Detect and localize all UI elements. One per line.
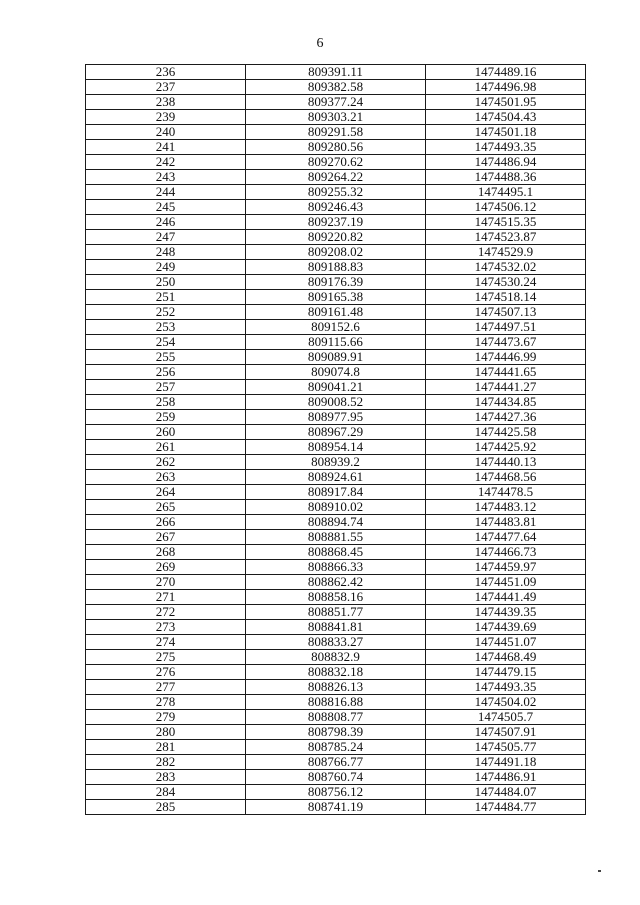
table-row [86, 620, 586, 635]
x-coordinate-cell: 808894.74 [246, 515, 426, 530]
x-coordinate-cell: 808939.2 [246, 455, 426, 470]
table-row [86, 320, 586, 335]
x-coordinate-cell: 809246.43 [246, 200, 426, 215]
point-number-cell: 266 [86, 515, 246, 530]
y-coordinate-cell: 1474501.18 [426, 125, 586, 140]
x-coordinate-cell: 808826.13 [246, 680, 426, 695]
table-row [86, 290, 586, 305]
point-number-cell: 275 [86, 650, 246, 665]
coordinates-table-body [86, 65, 586, 815]
y-coordinate-cell: 1474477.64 [426, 530, 586, 545]
y-coordinate-cell: 1474483.12 [426, 500, 586, 515]
table-row [86, 665, 586, 680]
point-number-cell: 255 [86, 350, 246, 365]
x-coordinate-cell: 809264.22 [246, 170, 426, 185]
point-number-cell: 270 [86, 575, 246, 590]
x-coordinate-cell: 808862.42 [246, 575, 426, 590]
y-coordinate-cell: 1474478.5 [426, 485, 586, 500]
x-coordinate-cell: 809377.24 [246, 95, 426, 110]
x-coordinate-cell: 808977.95 [246, 410, 426, 425]
table-row [86, 80, 586, 95]
table-row [86, 245, 586, 260]
y-coordinate-cell: 1474468.56 [426, 470, 586, 485]
table-row [86, 365, 586, 380]
table-row [86, 800, 586, 815]
y-coordinate-cell: 1474518.14 [426, 290, 586, 305]
x-coordinate-cell: 809391.11 [246, 65, 426, 80]
table-row [86, 650, 586, 665]
point-number-cell: 257 [86, 380, 246, 395]
page-number: 6 [316, 36, 324, 51]
y-coordinate-cell: 1474504.43 [426, 110, 586, 125]
point-number-cell: 246 [86, 215, 246, 230]
y-coordinate-cell: 1474451.09 [426, 575, 586, 590]
y-coordinate-cell: 1474440.13 [426, 455, 586, 470]
point-number-cell: 268 [86, 545, 246, 560]
point-number-cell: 244 [86, 185, 246, 200]
x-coordinate-cell: 808833.27 [246, 635, 426, 650]
y-coordinate-cell: 1474529.9 [426, 245, 586, 260]
point-number-cell: 277 [86, 680, 246, 695]
y-coordinate-cell: 1474479.15 [426, 665, 586, 680]
scan-artifact [598, 870, 601, 872]
x-coordinate-cell: 808766.77 [246, 755, 426, 770]
table-row [86, 695, 586, 710]
x-coordinate-cell: 809115.66 [246, 335, 426, 350]
y-coordinate-cell: 1474466.73 [426, 545, 586, 560]
table-row [86, 260, 586, 275]
x-coordinate-cell: 808924.61 [246, 470, 426, 485]
x-coordinate-cell: 809188.83 [246, 260, 426, 275]
y-coordinate-cell: 1474493.35 [426, 140, 586, 155]
x-coordinate-cell: 808816.88 [246, 695, 426, 710]
x-coordinate-cell: 809176.39 [246, 275, 426, 290]
x-coordinate-cell: 808756.12 [246, 785, 426, 800]
point-number-cell: 272 [86, 605, 246, 620]
point-number-cell: 284 [86, 785, 246, 800]
x-coordinate-cell: 808832.18 [246, 665, 426, 680]
y-coordinate-cell: 1474523.87 [426, 230, 586, 245]
table-row [86, 725, 586, 740]
point-number-cell: 247 [86, 230, 246, 245]
table-row [86, 530, 586, 545]
table-row [86, 95, 586, 110]
point-number-cell: 242 [86, 155, 246, 170]
table-row [86, 110, 586, 125]
table-row [86, 425, 586, 440]
x-coordinate-cell: 808798.39 [246, 725, 426, 740]
point-number-cell: 248 [86, 245, 246, 260]
point-number-cell: 269 [86, 560, 246, 575]
table-row [86, 410, 586, 425]
x-coordinate-cell: 808917.84 [246, 485, 426, 500]
x-coordinate-cell: 808866.33 [246, 560, 426, 575]
table-row [86, 140, 586, 155]
table-row [86, 440, 586, 455]
point-number-cell: 251 [86, 290, 246, 305]
x-coordinate-cell: 809270.62 [246, 155, 426, 170]
y-coordinate-cell: 1474468.49 [426, 650, 586, 665]
point-number-cell: 254 [86, 335, 246, 350]
table-row [86, 215, 586, 230]
x-coordinate-cell: 808910.02 [246, 500, 426, 515]
point-number-cell: 281 [86, 740, 246, 755]
y-coordinate-cell: 1474451.07 [426, 635, 586, 650]
x-coordinate-cell: 808858.16 [246, 590, 426, 605]
y-coordinate-cell: 1474489.16 [426, 65, 586, 80]
y-coordinate-cell: 1474483.81 [426, 515, 586, 530]
point-number-cell: 259 [86, 410, 246, 425]
x-coordinate-cell: 808832.9 [246, 650, 426, 665]
y-coordinate-cell: 1474427.36 [426, 410, 586, 425]
y-coordinate-cell: 1474441.49 [426, 590, 586, 605]
x-coordinate-cell: 809220.82 [246, 230, 426, 245]
table-row [86, 395, 586, 410]
y-coordinate-cell: 1474484.77 [426, 800, 586, 815]
table-row [86, 485, 586, 500]
table-row [86, 455, 586, 470]
x-coordinate-cell: 809303.21 [246, 110, 426, 125]
table-row [86, 470, 586, 485]
x-coordinate-cell: 808760.74 [246, 770, 426, 785]
table-row [86, 305, 586, 320]
y-coordinate-cell: 1474506.12 [426, 200, 586, 215]
y-coordinate-cell: 1474495.1 [426, 185, 586, 200]
x-coordinate-cell: 808868.45 [246, 545, 426, 560]
point-number-cell: 249 [86, 260, 246, 275]
y-coordinate-cell: 1474505.7 [426, 710, 586, 725]
table-row [86, 575, 586, 590]
y-coordinate-cell: 1474446.99 [426, 350, 586, 365]
point-number-cell: 285 [86, 800, 246, 815]
point-number-cell: 264 [86, 485, 246, 500]
point-number-cell: 271 [86, 590, 246, 605]
y-coordinate-cell: 1474425.92 [426, 440, 586, 455]
point-number-cell: 262 [86, 455, 246, 470]
table-row [86, 155, 586, 170]
x-coordinate-cell: 809074.8 [246, 365, 426, 380]
x-coordinate-cell: 809208.02 [246, 245, 426, 260]
point-number-cell: 239 [86, 110, 246, 125]
table-row [86, 170, 586, 185]
table-row [86, 635, 586, 650]
point-number-cell: 238 [86, 95, 246, 110]
point-number-cell: 278 [86, 695, 246, 710]
coordinates-table [85, 64, 586, 815]
point-number-cell: 237 [86, 80, 246, 95]
y-coordinate-cell: 1474441.65 [426, 365, 586, 380]
point-number-cell: 274 [86, 635, 246, 650]
y-coordinate-cell: 1474486.91 [426, 770, 586, 785]
x-coordinate-cell: 809165.38 [246, 290, 426, 305]
x-coordinate-cell: 809237.19 [246, 215, 426, 230]
point-number-cell: 279 [86, 710, 246, 725]
table-row [86, 350, 586, 365]
point-number-cell: 263 [86, 470, 246, 485]
y-coordinate-cell: 1474491.18 [426, 755, 586, 770]
y-coordinate-cell: 1474505.77 [426, 740, 586, 755]
point-number-cell: 282 [86, 755, 246, 770]
x-coordinate-cell: 808808.77 [246, 710, 426, 725]
point-number-cell: 252 [86, 305, 246, 320]
y-coordinate-cell: 1474486.94 [426, 155, 586, 170]
y-coordinate-cell: 1474473.67 [426, 335, 586, 350]
table-row [86, 710, 586, 725]
y-coordinate-cell: 1474439.35 [426, 605, 586, 620]
table-row [86, 200, 586, 215]
y-coordinate-cell: 1474507.13 [426, 305, 586, 320]
y-coordinate-cell: 1474501.95 [426, 95, 586, 110]
y-coordinate-cell: 1474504.02 [426, 695, 586, 710]
x-coordinate-cell: 809041.21 [246, 380, 426, 395]
table-row [86, 500, 586, 515]
x-coordinate-cell: 808741.19 [246, 800, 426, 815]
point-number-cell: 253 [86, 320, 246, 335]
x-coordinate-cell: 809280.56 [246, 140, 426, 155]
table-row [86, 515, 586, 530]
y-coordinate-cell: 1474532.02 [426, 260, 586, 275]
point-number-cell: 250 [86, 275, 246, 290]
y-coordinate-cell: 1474459.97 [426, 560, 586, 575]
x-coordinate-cell: 808967.29 [246, 425, 426, 440]
x-coordinate-cell: 808851.77 [246, 605, 426, 620]
point-number-cell: 265 [86, 500, 246, 515]
y-coordinate-cell: 1474530.24 [426, 275, 586, 290]
table-row [86, 680, 586, 695]
y-coordinate-cell: 1474439.69 [426, 620, 586, 635]
table-row [86, 185, 586, 200]
x-coordinate-cell: 808785.24 [246, 740, 426, 755]
table-row [86, 275, 586, 290]
x-coordinate-cell: 809089.91 [246, 350, 426, 365]
point-number-cell: 258 [86, 395, 246, 410]
x-coordinate-cell: 809152.6 [246, 320, 426, 335]
y-coordinate-cell: 1474493.35 [426, 680, 586, 695]
y-coordinate-cell: 1474484.07 [426, 785, 586, 800]
table-row [86, 590, 586, 605]
point-number-cell: 245 [86, 200, 246, 215]
point-number-cell: 261 [86, 440, 246, 455]
table-row [86, 65, 586, 80]
point-number-cell: 243 [86, 170, 246, 185]
y-coordinate-cell: 1474507.91 [426, 725, 586, 740]
y-coordinate-cell: 1474496.98 [426, 80, 586, 95]
x-coordinate-cell: 809382.58 [246, 80, 426, 95]
table-row [86, 545, 586, 560]
table-row [86, 605, 586, 620]
x-coordinate-cell: 808881.55 [246, 530, 426, 545]
x-coordinate-cell: 808841.81 [246, 620, 426, 635]
y-coordinate-cell: 1474434.85 [426, 395, 586, 410]
table-row [86, 335, 586, 350]
point-number-cell: 241 [86, 140, 246, 155]
table-row [86, 125, 586, 140]
x-coordinate-cell: 809161.48 [246, 305, 426, 320]
x-coordinate-cell: 809291.58 [246, 125, 426, 140]
y-coordinate-cell: 1474515.35 [426, 215, 586, 230]
y-coordinate-cell: 1474497.51 [426, 320, 586, 335]
x-coordinate-cell: 809255.32 [246, 185, 426, 200]
table-row [86, 230, 586, 245]
table-row [86, 740, 586, 755]
point-number-cell: 283 [86, 770, 246, 785]
x-coordinate-cell: 809008.52 [246, 395, 426, 410]
table-row [86, 770, 586, 785]
table-row [86, 755, 586, 770]
point-number-cell: 260 [86, 425, 246, 440]
point-number-cell: 256 [86, 365, 246, 380]
point-number-cell: 280 [86, 725, 246, 740]
point-number-cell: 240 [86, 125, 246, 140]
point-number-cell: 267 [86, 530, 246, 545]
point-number-cell: 276 [86, 665, 246, 680]
y-coordinate-cell: 1474441.27 [426, 380, 586, 395]
point-number-cell: 273 [86, 620, 246, 635]
point-number-cell: 236 [86, 65, 246, 80]
y-coordinate-cell: 1474488.36 [426, 170, 586, 185]
table-row [86, 785, 586, 800]
y-coordinate-cell: 1474425.58 [426, 425, 586, 440]
table-row [86, 380, 586, 395]
table-row [86, 560, 586, 575]
x-coordinate-cell: 808954.14 [246, 440, 426, 455]
